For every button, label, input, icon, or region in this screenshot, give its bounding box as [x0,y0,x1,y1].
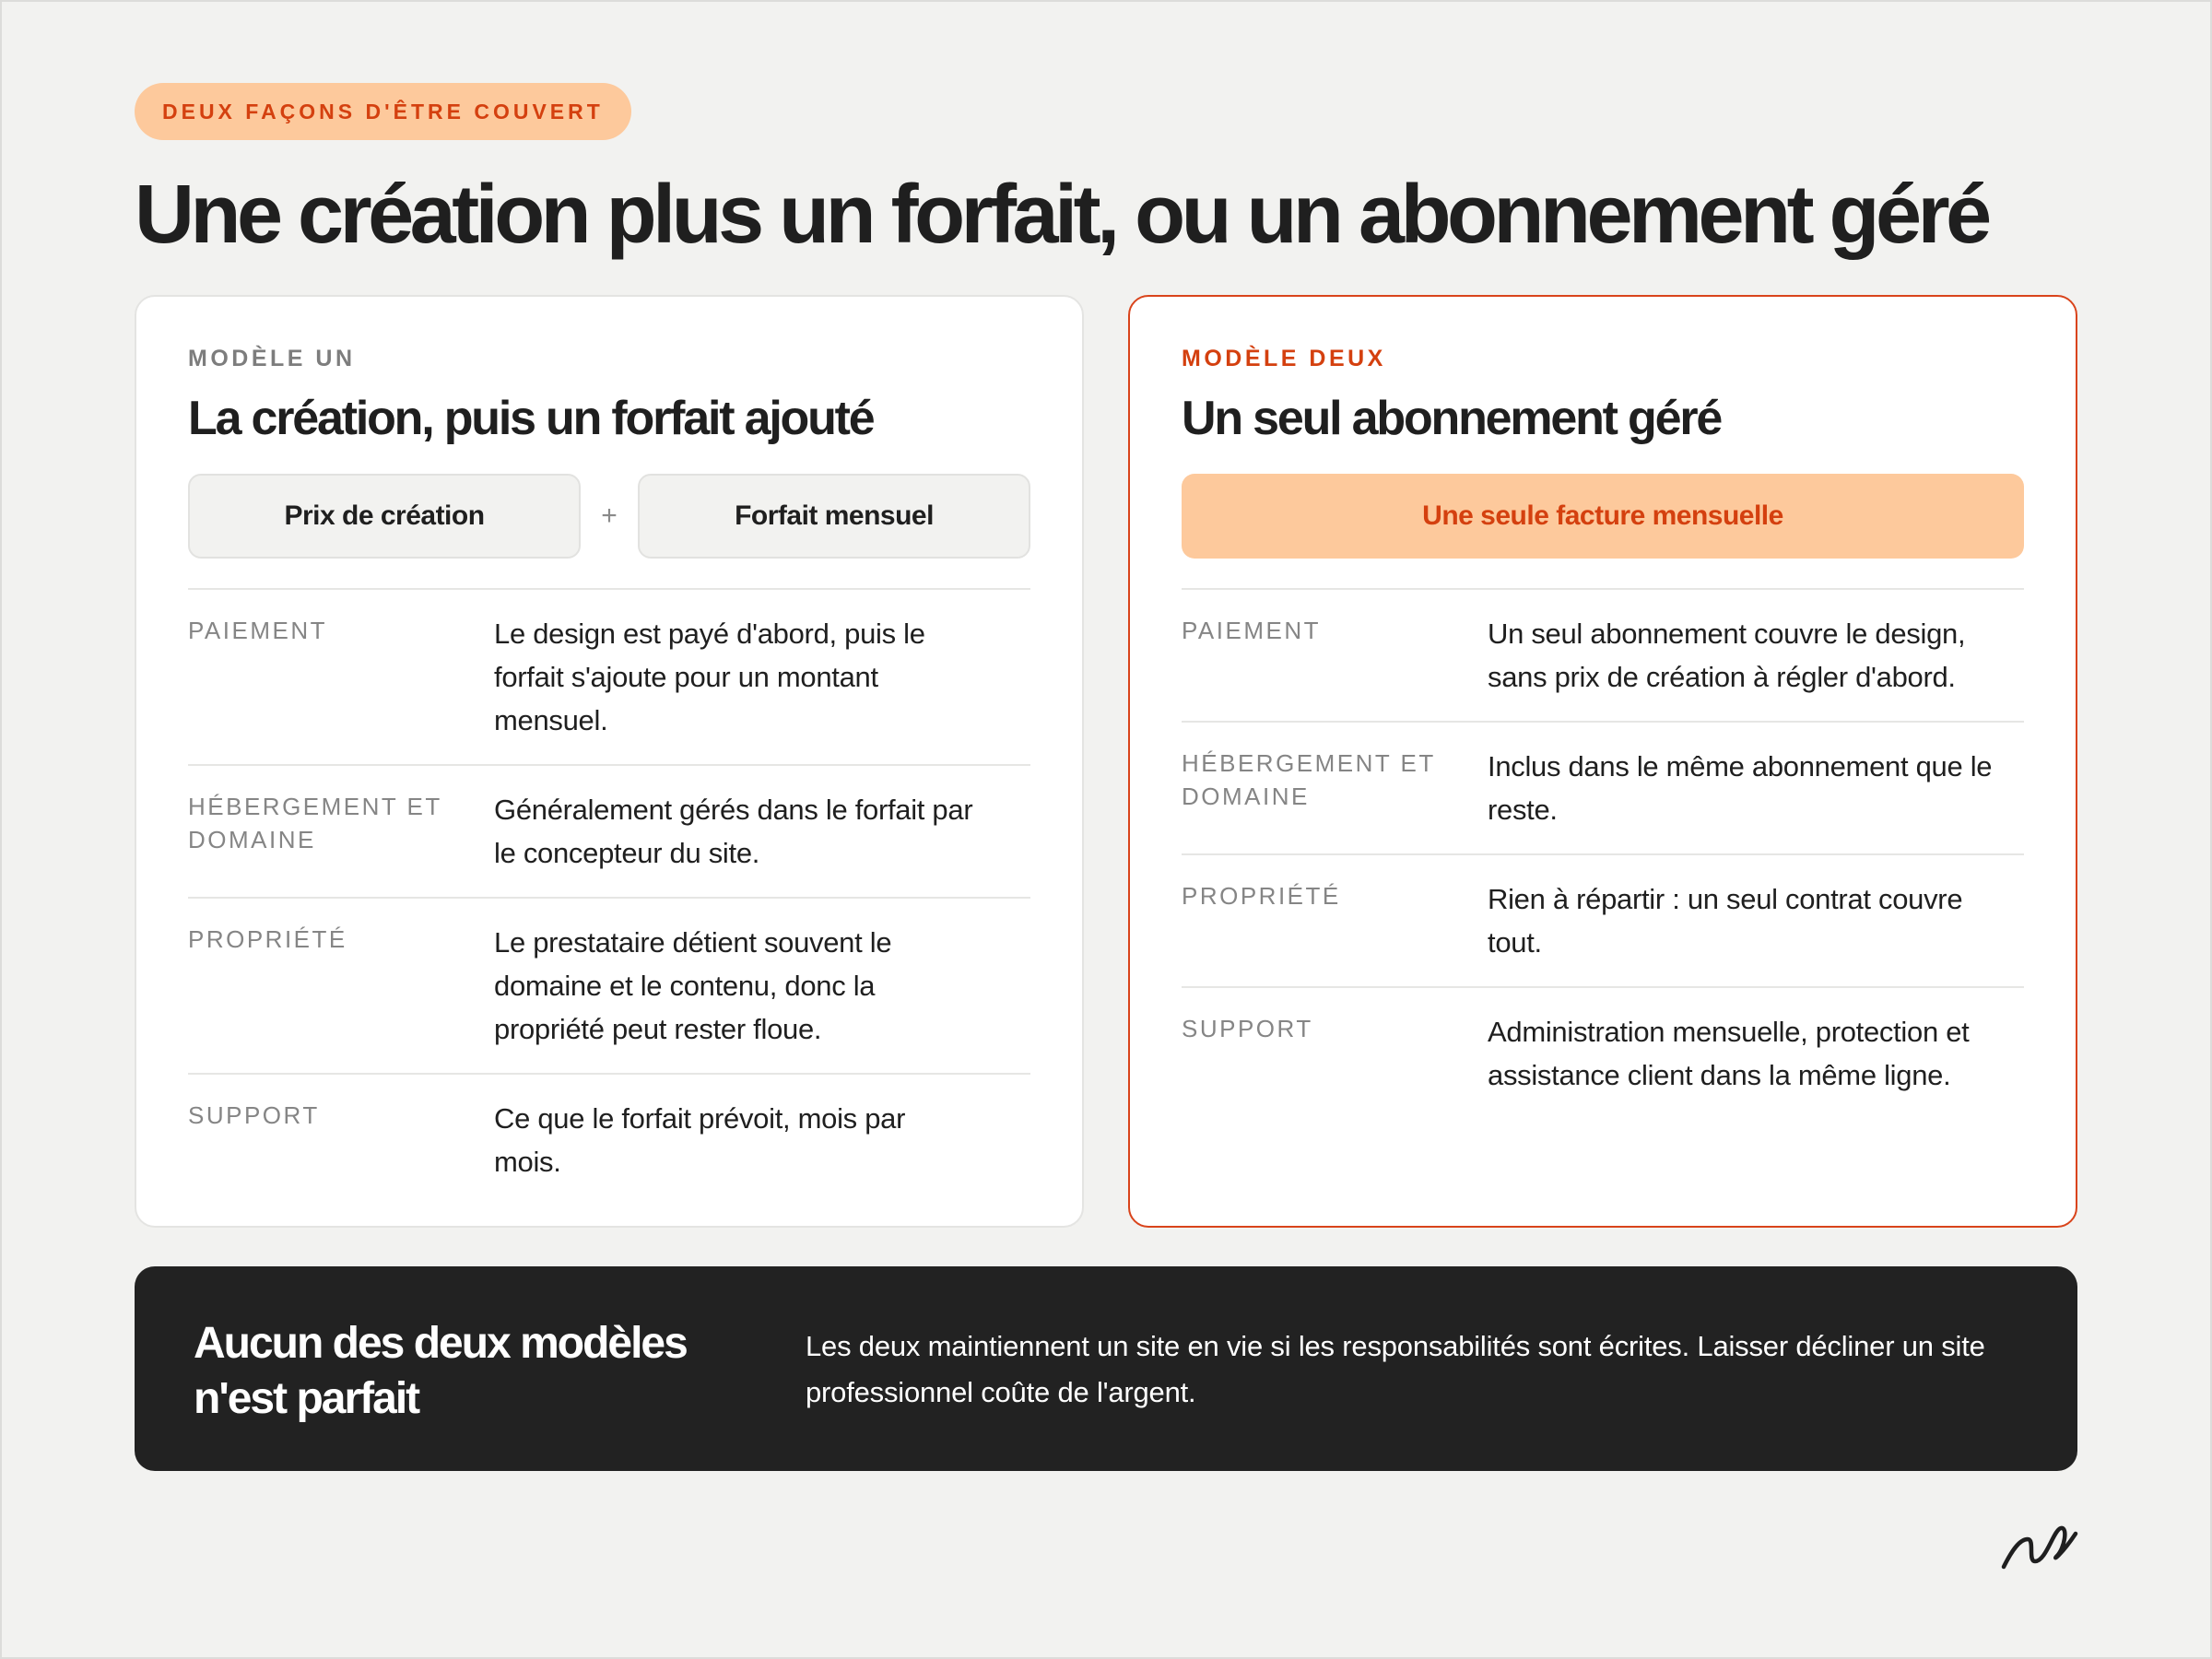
row-text: Inclus dans le même abonnement que le reste. [1488,750,1993,826]
row-label: SUPPORT [1182,1015,1313,1042]
row-text: Généralement gérés dans le forfait par le concepteur du site. [494,794,973,869]
model-one-card [135,295,1084,1228]
model-two-price-components [1182,474,2024,559]
row-label: HÉBERGEMENT ET DOMAINE [1182,749,1436,810]
row-label: SUPPORT [188,1101,320,1129]
row-text: Le design est payé d'abord, puis le forfait s'ajoute pour un montant mensuel. [494,618,925,736]
row-text: Rien à répartir : un seul contrat couvre tout. [1488,883,1963,959]
table-row [188,897,1030,1073]
row-label: PROPRIÉTÉ [188,925,347,953]
table-row [1182,588,2024,721]
table-row [188,588,1030,764]
row-text: Le prestataire détient souvent le domaine et le contenu, donc la propriété peut rester floue. [494,926,892,1045]
row-label: HÉBERGEMENT ET DOMAINE [188,793,442,853]
conclusion-title: Aucun des deux modèles n'est parfait [194,1319,687,1423]
section-eyebrow-badge: DEUX FAÇONS D'ÊTRE COUVERT [135,83,631,140]
row-text: Ce que le forfait prévoit, mois par mois. [494,1102,906,1178]
plus-sign: + [601,500,618,531]
row-label: PROPRIÉTÉ [1182,882,1341,910]
table-row [188,1073,1030,1206]
model-two-rows [1182,588,2024,1119]
row-label: PAIEMENT [1182,617,1321,644]
table-row [188,764,1030,897]
row-text: Un seul abonnement couvre le design, sans prix de création à régler d'abord. [1488,618,1966,693]
model-one-title: La création, puis un forfait ajouté [188,392,874,445]
signature-logo-icon [2000,1521,2079,1572]
table-row [1182,853,2024,986]
table-row [1182,986,2024,1119]
row-text: Administration mensuelle, protection et assistance client dans la même ligne. [1488,1016,1970,1091]
model-two-card [1128,295,2077,1228]
page-title: Une création plus un forfait, ou un abonnement géré [135,169,1988,261]
conclusion-banner [135,1266,2077,1471]
monthly-plan-pill: Forfait mensuel [638,474,1030,559]
signature-logo-icon-svg [2000,1521,2079,1572]
conclusion-text: Les deux maintiennent un site en vie si les responsabilités sont écrites. Laisser décliner un site professionnel coûte de l'argent. [806,1330,1985,1408]
table-row [1182,721,2024,853]
creation-price-pill: Prix de création [188,474,581,559]
row-label: PAIEMENT [188,617,327,644]
model-one-eyebrow: MODÈLE UN [188,346,356,371]
model-one-rows [188,588,1030,1206]
model-one-price-components [188,474,1030,559]
model-two-eyebrow: MODÈLE DEUX [1182,346,1386,371]
model-two-title: Un seul abonnement géré [1182,392,1722,445]
single-invoice-pill: Une seule facture mensuelle [1182,474,2024,559]
